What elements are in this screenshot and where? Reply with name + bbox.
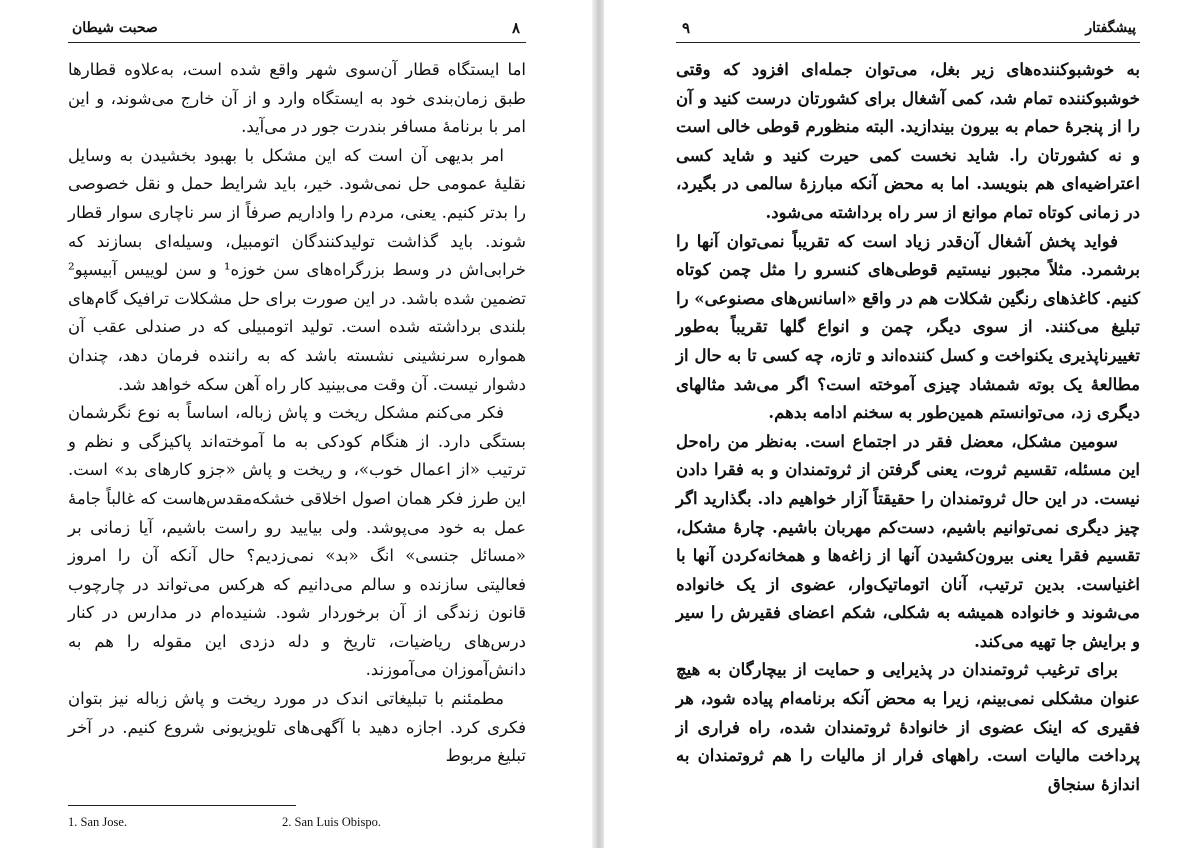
book-gutter	[592, 0, 604, 848]
footnote-divider	[68, 805, 296, 806]
page-header	[676, 14, 1140, 43]
right-page	[604, 0, 1191, 848]
paragraph: اما ایستگاه قطار آن‌سوی شهر واقع شده است، به‌علاوه قطارها طبق زمان‌بندی خود به ایستگاه وارد و از آن خارج می‌شوند، و این امر با برنامهٔ مسافر بندرت جور در می‌آید.	[68, 60, 526, 137]
footnote: 1. San Jose.	[68, 815, 128, 829]
page-header	[68, 14, 526, 43]
footnote: 2. San Luis Obispo.	[282, 815, 381, 829]
paragraph: سومین مشکل، معضل فقر در اجتماع است. به‌نظر من راه‌حل این مسئله، تقسیم ثروت، یعنی گرفتن از ثروتمندان و به فقرا دادن نیست. در این حال ثروتمندان را حقیقتاً آزار خواهیم داد. بگذارید اگر چیز دیگری نمی‌توانیم باشیم، دست‌کم مهربان باشیم. چارهٔ مشکل، تقسیم فقرا یعنی بیرون‌کشیدن آنها از زاغه‌ها و همخانه‌کردن آنها با اغنیاست. بدین ترتیب، آنان اتوماتیک‌وار، عضوی از یک خانواده می‌شوند و خانواده همیشه به شکلی، شکم اعضای فقیرش را سیر و برایش جا تهیه می‌کند.	[676, 431, 1140, 651]
footnotes	[68, 815, 526, 830]
page-number: ۹	[682, 19, 691, 37]
running-title: صحبت شیطان	[72, 20, 158, 36]
left-page	[0, 0, 592, 848]
paragraph: مطمئنم با تبلیغاتی اندک در مورد ریخت و پاش زباله نیز بتوان فکری کرد. اجازه دهید با آگهی‌های تلویزیونی شروع کنیم. در آخر تبلیغ مربوط	[68, 689, 526, 766]
paragraph: امر بدیهی آن است که این مشکل با بهبود بخشیدن به وسایل نقلیهٔ عمومی حل نمی‌شود. خیر، باید شرایط حمل و نقل خصوصی را بدتر کنیم. یعنی، مردم را واداریم صرفاً از سر ناچاری سوار قطار شوند. باید گذاشت تولیدکنندگان اتومبیل، وسیله‌ای بسازند که خرابی‌اش در وسط بزرگراه‌های سن خوزه¹ و سن لوییس آبیسپو² تضمین شده باشد. در این صورت برای حل مشکلات ترافیک گام‌های بلندی برداشته شده است. تولید اتومبیلی که در صندلی عقب آن همواره سرنشینی نشسته باشد که به راننده فرمان دهد، چندان دشوار نیست. آن وقت می‌بینید کار راه آهن سکه خواهد شد.	[68, 145, 526, 394]
paragraph: به خوشبوکننده‌های زیر بغل، می‌توان جمله‌ای افزود که وقتی خوشبوکننده تمام شد، کمی آشغال برای کشورتان درست کنید و آن را از پنجرهٔ حمام به بیرون بیندازید. البته منظورم قوطی خالی است و نه کشورتان را. شاید نخست کمی حیرت کنید و شاید کسی اعتراضیه‌ای هم بنویسد. اما به محض آنکه مبارزهٔ سالمی در بگیرد، در زمانی کوتاه تمام موانع از سر راه برداشته می‌شود.	[676, 60, 1140, 222]
paragraph: برای ترغیب ثروتمندان در پذیرایی و حمایت از بیچارگان به هیچ عنوان مشکلی نمی‌بینم، زیرا به محض آنکه برنامه‌ام پیاده شود، هر فقیری که اینک عضوی از خانوادهٔ ثروتمندان شده، راه فراری از پرداخت مالیات است. راههای فرار از مالیات را هم ثروتمندان به اندازهٔ سنجاق	[676, 660, 1140, 794]
running-title: پیشگفتار	[1085, 20, 1136, 36]
paragraph: فکر می‌کنم مشکل ریخت و پاش زباله، اساساً به نوع نگرشمان بستگی دارد. از هنگام کودکی به ما آموخته‌اند پاکیزگی و نظم و ترتیب «از اعمال خوب»، و ریخت و پاش «جزو کارهای بد» است. این طرز فکر همان اصول اخلاقی خشکه‌مقدس‌هاست که غالباً جامهٔ عمل به خود می‌پوشد. ولی بیایید رو راست باشیم، آیا زمانی بر «مسائل جنسی» انگ «بد» نمی‌زدیم؟ حال آنکه آن را امروز فعالیتی سازنده و سالم می‌دانیم که هرکس می‌تواند در چارچوب قانون زندگی از آن برخوردار شود. شنیده‌ام در مدارس در کنار درس‌های ریاضیات، تاریخ و دله دزدی این مقوله را هم به دانش‌آموزان می‌آموزند.	[68, 403, 526, 680]
page-body	[676, 56, 1140, 799]
paragraph: فواید پخش آشغال آن‌قدر زیاد است که تقریباً نمی‌توان آنها را برشمرد. مثلاً مجبور نیستیم قوطی‌های کنسرو را مثل چمن کوتاه کنیم. کاغذهای رنگین شکلات هم در واقع «اسانس‌های مصنوعی» را تبلیغ می‌کنند. از سوی دیگر، چمن و انواع گلها تقریباً به‌طور تغییرناپذیری یکنواخت و کسل کننده‌اند و تازه، چه کسی تا به حال از مطالعهٔ یک بوته شمشاد چیزی آموخته است؟ اگر می‌شد مثالهای دیگری زد، می‌توانستم همین‌طور به سخنم ادامه بدهم.	[676, 231, 1140, 423]
page-number: ۸	[511, 19, 520, 37]
page-body	[68, 56, 526, 771]
